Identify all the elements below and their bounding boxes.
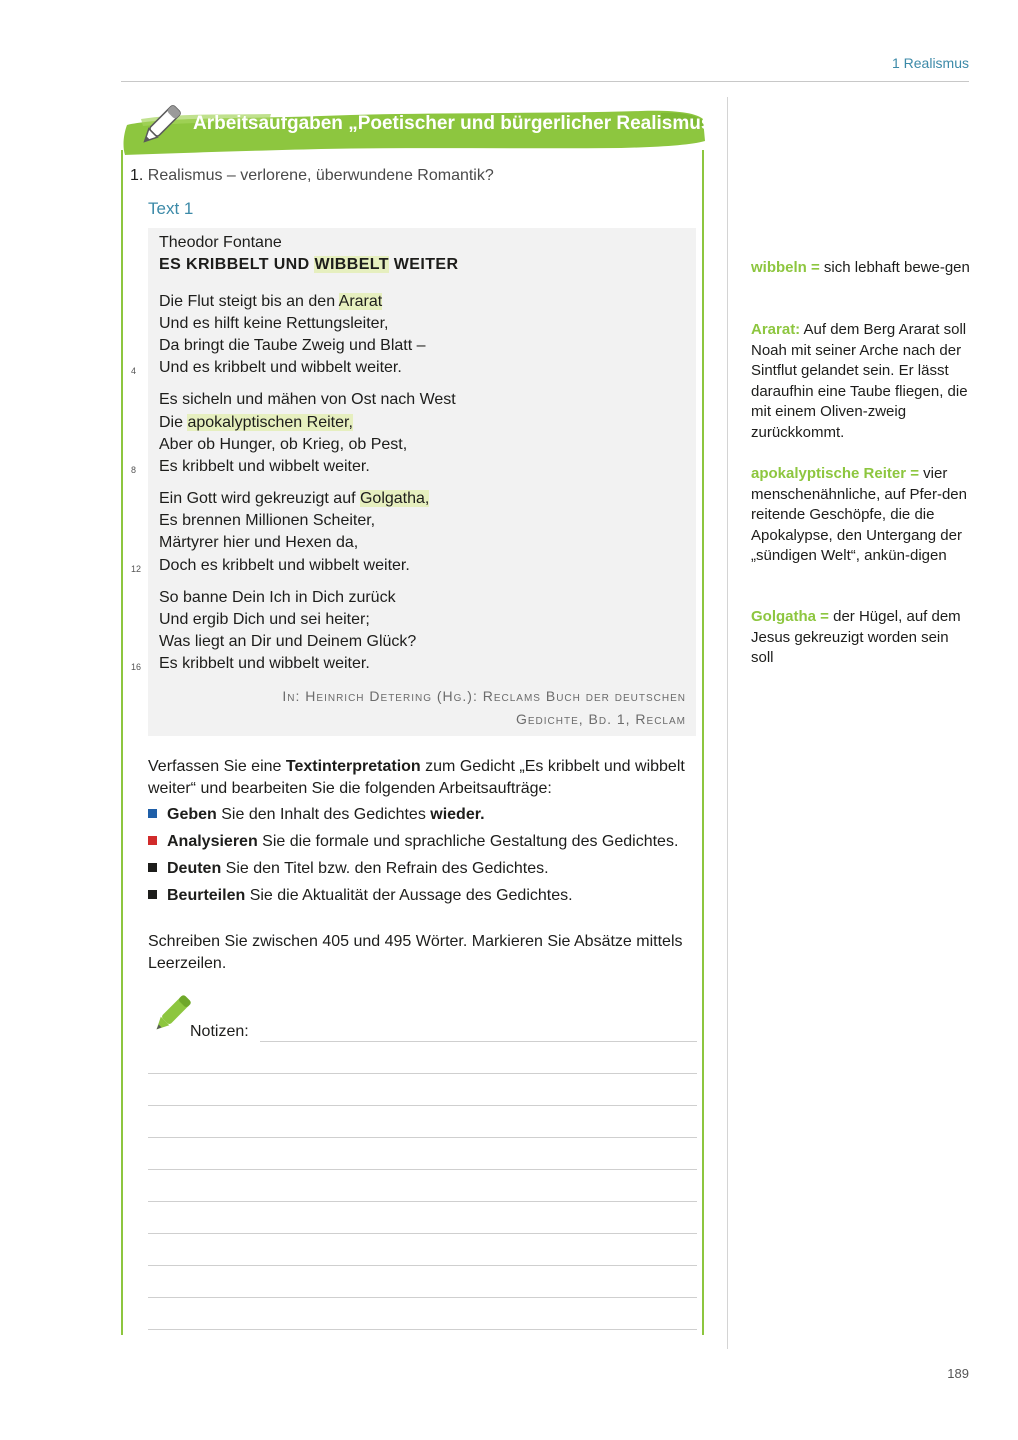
poem-line: [159, 557, 410, 575]
task-box-right-border: [702, 150, 704, 1335]
intro-part-b: zum Gedicht „Es kribbelt und wibbelt weiter“ und bearbeiten Sie die folgenden Arbeitsaufträge:: [148, 758, 685, 797]
glossary-term: apokalyptische Reiter =: [751, 465, 919, 482]
notes-line[interactable]: [148, 1169, 697, 1170]
bullet-verb: Analysieren: [167, 833, 258, 850]
bullet-square-icon: [148, 809, 157, 818]
notes-line[interactable]: [148, 1265, 697, 1266]
word-count-instruction: Schreiben Sie zwischen 405 und 495 Wörter. Markieren Sie Absätze mittels Leerzeilen.: [148, 933, 683, 972]
poem-line-highlight: apokalyptischen Reiter,: [187, 414, 353, 431]
bullet-verb: Beurteilen: [167, 887, 246, 904]
poem-line: [159, 589, 396, 607]
task-bullet: [148, 887, 573, 905]
glossary-definition: der Hügel, auf dem Jesus gekreuzigt worden sein soll: [751, 608, 961, 666]
notes-pen-icon: [148, 994, 192, 1038]
poem-line-text: Es kribbelt und wibbelt weiter.: [159, 655, 370, 672]
poem-line: [159, 490, 429, 508]
notes-line[interactable]: [260, 1041, 697, 1042]
notes-line[interactable]: [148, 1105, 697, 1106]
running-head-chapter: 1 Realismus: [891, 55, 969, 71]
poem-line: [159, 611, 370, 629]
poem-line-highlight: Golgatha,: [359, 490, 430, 507]
pen-icon: [133, 103, 183, 153]
line-number: 16: [131, 662, 142, 672]
bullet-verb-suffix: wieder.: [430, 806, 485, 823]
task-bullet: [148, 860, 549, 878]
poem-line: [159, 293, 382, 311]
poem-line-text: Die: [159, 414, 188, 431]
bullet-verb: Geben: [167, 806, 217, 823]
poem-line-text: Es sicheln und mähen von Ost nach West: [159, 391, 456, 408]
notes-line[interactable]: [148, 1201, 697, 1202]
notes-line[interactable]: [148, 1073, 697, 1074]
glossary-term: Ararat:: [751, 321, 801, 338]
glossary-entry-golgatha: [751, 607, 973, 669]
poem-line-text: Und es kribbelt und wibbelt weiter.: [159, 359, 402, 376]
bullet-verb: Deuten: [167, 860, 222, 877]
intro-part-a: Verfassen Sie eine: [148, 758, 286, 775]
bullet-square-icon: [148, 890, 157, 899]
poem-line-text: Aber ob Hunger, ob Krieg, ob Pest,: [159, 436, 408, 453]
notes-line[interactable]: [148, 1329, 697, 1330]
source-line-2: Gedichte, Bd. 1, Reclam: [515, 711, 686, 727]
glossary-definition: sich lebhaft bewe-gen: [819, 259, 970, 276]
poem-line-text: Die Flut steigt bis an den: [159, 293, 339, 310]
notes-line[interactable]: [148, 1233, 697, 1234]
notes-line[interactable]: [148, 1297, 697, 1298]
glossary-entry-apokalyptische-reiter: [751, 464, 973, 567]
poem-title-part-a: ES KRIBBELT UND: [159, 256, 315, 273]
task-bullet: [148, 806, 485, 824]
poem-line: [159, 633, 416, 651]
poem-line: [159, 458, 370, 476]
task-title-text: Realismus – verlorene, überwundene Romantik?: [147, 167, 494, 184]
poem-title-part-b: WEITER: [388, 256, 459, 273]
notes-line[interactable]: [148, 1137, 697, 1138]
poem-line: [159, 414, 353, 432]
line-number: 8: [131, 465, 137, 475]
notes-label: Notizen:: [190, 1023, 249, 1040]
poem-line: [159, 534, 358, 552]
poem-line: [159, 337, 426, 355]
header-rule: [121, 81, 969, 82]
poem-line-text: Es kribbelt und wibbelt weiter.: [159, 458, 370, 475]
task-number: 1.: [130, 167, 144, 184]
bullet-text: Sie die formale und sprachliche Gestaltung des Gedichtes.: [257, 833, 679, 850]
poem-line: [159, 359, 402, 377]
glossary-term: Golgatha =: [751, 608, 829, 625]
text-label: Text 1: [148, 199, 194, 218]
task-box-left-border: [121, 150, 123, 1335]
poem-line-text: Und es hilft keine Rettungsleiter,: [159, 315, 389, 332]
instructions-intro: [148, 756, 700, 800]
intro-bold: Textinterpretation: [285, 758, 421, 775]
poem-line: [159, 315, 388, 333]
poem-line: [159, 391, 456, 409]
poem-line-text: Da bringt die Taube Zweig und Blatt –: [159, 337, 426, 354]
bullet-square-icon: [148, 863, 157, 872]
poem-title-highlight: WIBBELT: [314, 256, 389, 273]
poem-line: [159, 436, 407, 454]
bullet-square-icon: [148, 836, 157, 845]
poem-line-text: Märtyrer hier und Hexen da,: [159, 534, 359, 551]
bullet-text: Sie die Aktualität der Aussage des Gedichtes.: [245, 887, 573, 904]
task-heading: [130, 167, 494, 185]
poem-line-text: Doch es kribbelt und wibbelt weiter.: [159, 557, 410, 574]
poem-line-text: Und ergib Dich und sei heiter;: [159, 611, 370, 628]
poem-line: [159, 512, 375, 530]
bullet-text: Sie den Titel bzw. den Refrain des Gedichtes.: [221, 860, 549, 877]
source-line-1: In: Heinrich Detering (Hg.): Reclams Buch der deutschen: [282, 688, 686, 704]
bullet-text: Sie den Inhalt des Gedichtes: [216, 806, 431, 823]
task-banner: [121, 101, 721, 156]
margin-divider: [727, 97, 728, 1349]
poem-line-text: Ein Gott wird gekreuzigt auf: [159, 490, 360, 507]
glossary-term: wibbeln =: [751, 259, 820, 276]
poem-line-text: Was liegt an Dir und Deinem Glück?: [159, 633, 417, 650]
page-number: 189: [947, 1366, 969, 1381]
poem-line: [159, 655, 370, 673]
glossary-entry-ararat: [751, 320, 973, 443]
poem-title: [159, 256, 458, 274]
glossary-definition: Auf dem Berg Ararat soll Noah mit seiner Arche nach der Sintflut gelandet sein. Er lässt daraufhin eine Taube fliegen, die mit einem Oliven-zweig zurückkommt.: [751, 321, 968, 441]
poem-line-text: Es brennen Millionen Scheiter,: [159, 512, 376, 529]
poem-line-highlight: Ararat: [338, 293, 383, 310]
banner-title: Arbeitsaufgaben „Poetischer und bürgerlicher Realismus“: [193, 113, 721, 134]
poem-author: Theodor Fontane: [159, 234, 282, 251]
poem-line-text: So banne Dein Ich in Dich zurück: [159, 589, 396, 606]
glossary-entry-wibbeln: [751, 258, 973, 279]
line-number: 4: [131, 366, 137, 376]
task-bullet: [148, 833, 678, 851]
glossary-definition: vier menschenähnliche, auf Pfer-den reitende Geschöpfe, die die Apokalypse, den Untergang der „sündigen Welt“, ankün-digen: [751, 465, 967, 564]
line-number: 12: [131, 564, 142, 574]
